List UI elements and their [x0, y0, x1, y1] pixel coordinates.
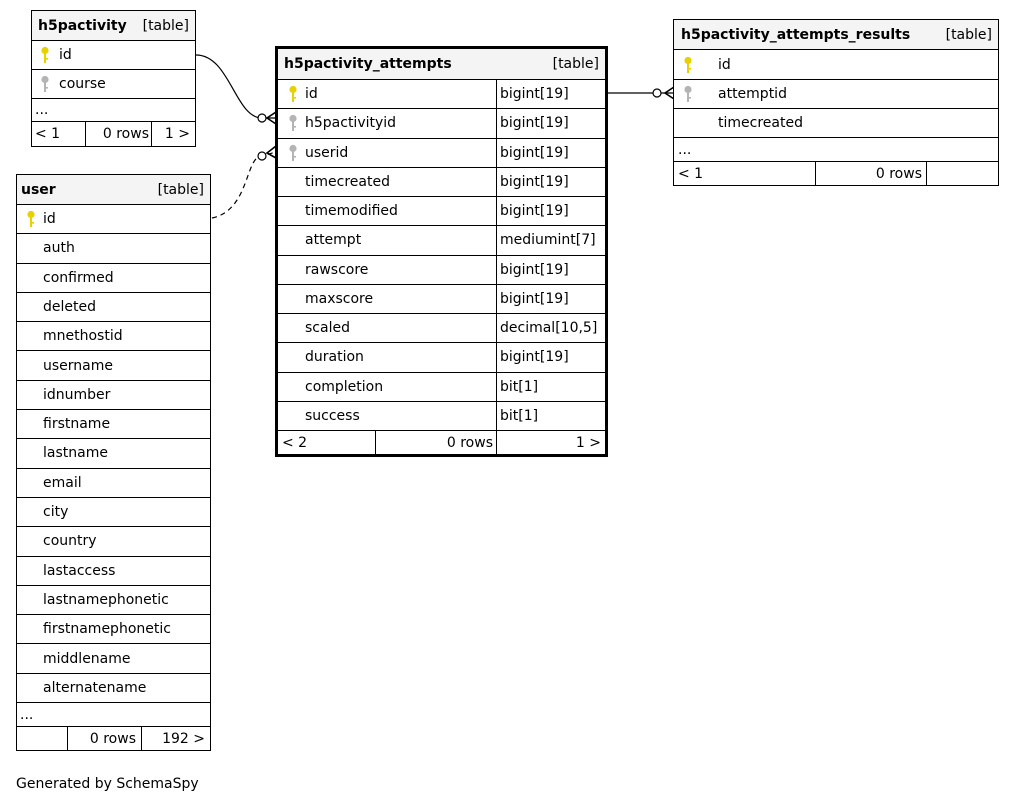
column-row-lastname[interactable] — [17, 438, 210, 467]
table-header — [32, 11, 195, 40]
children-link[interactable]: 192 > — [162, 730, 205, 747]
foreign-key-icon — [288, 114, 298, 132]
link-user-attempts — [212, 152, 276, 218]
column-divider — [496, 80, 497, 108]
parents-link[interactable]: < 2 — [282, 434, 308, 451]
table-h5pactivity-attempts-results[interactable] — [673, 19, 999, 186]
column-type: bigint[19] — [500, 144, 569, 161]
foreign-key-icon — [683, 85, 693, 103]
column-divider — [496, 373, 497, 401]
more-columns-ellipsis: ... — [35, 102, 49, 118]
table-header — [17, 175, 210, 204]
column-row-country[interactable] — [17, 526, 210, 555]
table-header — [674, 20, 998, 49]
column-type: bigint[19] — [500, 203, 569, 220]
column-row-confirmed[interactable] — [17, 263, 210, 292]
row-count: 0 rows — [102, 126, 149, 142]
row-count: 0 rows — [875, 165, 922, 182]
footer-divider — [496, 431, 497, 454]
column-type: bigint[19] — [500, 349, 569, 366]
column-row-username[interactable] — [17, 350, 210, 379]
column-row-success[interactable] — [278, 401, 605, 430]
table-footer — [278, 430, 605, 454]
column-type: bit[1] — [500, 378, 539, 395]
column-divider — [496, 197, 497, 225]
column-type: bigint[19] — [500, 290, 569, 307]
column-divider — [496, 343, 497, 371]
column-row-h5pactivityid[interactable] — [278, 108, 605, 137]
column-name: firstnamephonetic — [43, 621, 171, 638]
column-name: country — [43, 533, 97, 550]
column-name: id — [43, 211, 56, 228]
footer-divider — [375, 431, 376, 454]
column-type: bigint[19] — [500, 115, 569, 132]
column-name: timecreated — [718, 115, 803, 131]
children-link[interactable]: 1 > — [164, 126, 190, 142]
column-row-id[interactable] — [278, 79, 605, 108]
table-footer — [32, 121, 195, 146]
more-columns-ellipsis: ... — [20, 706, 34, 723]
column-name: completion — [305, 378, 384, 395]
children-link[interactable]: 1 > — [575, 434, 601, 451]
column-name: lastname — [43, 445, 108, 462]
footer-divider — [815, 162, 816, 185]
column-type: decimal[10,5] — [500, 320, 598, 337]
foreign-key-icon — [40, 75, 50, 93]
column-row-lastaccess[interactable] — [17, 556, 210, 585]
column-row-lastnamephonetic[interactable] — [17, 585, 210, 614]
column-name: scaled — [305, 320, 350, 337]
column-row-auth[interactable] — [17, 233, 210, 262]
column-name: userid — [305, 144, 349, 161]
column-row-email[interactable] — [17, 468, 210, 497]
column-name: id — [305, 86, 318, 103]
column-name: attemptid — [718, 86, 787, 102]
column-name: middlename — [43, 650, 131, 667]
column-row-attemptid[interactable] — [674, 79, 998, 108]
table-kind: [table] — [552, 56, 599, 72]
column-name: timemodified — [305, 203, 398, 220]
primary-key-icon — [288, 85, 298, 103]
column-name: id — [718, 56, 731, 73]
table-h5pactivity[interactable] — [31, 10, 196, 147]
column-row-id[interactable] — [17, 204, 210, 233]
column-row-deleted[interactable] — [17, 292, 210, 321]
link-h5pactivity-attempts — [196, 55, 276, 118]
column-name: email — [43, 474, 82, 491]
footer-divider — [85, 122, 86, 146]
table-name: user — [21, 181, 56, 198]
column-divider — [496, 139, 497, 167]
column-row-userid[interactable] — [278, 138, 605, 167]
link-optional-marker — [258, 152, 266, 160]
column-name: confirmed — [43, 269, 114, 286]
column-row-rawscore[interactable] — [278, 255, 605, 284]
table-name: h5pactivity — [38, 17, 127, 34]
column-name: city — [43, 504, 69, 521]
column-row-completion[interactable] — [278, 372, 605, 401]
column-row-alternatename[interactable] — [17, 673, 210, 702]
footer-divider — [67, 727, 68, 750]
column-type: bit[1] — [500, 407, 539, 424]
column-divider — [496, 226, 497, 254]
table-footer — [17, 726, 210, 750]
column-divider — [496, 285, 497, 313]
column-row-maxscore[interactable] — [278, 284, 605, 313]
column-name: id — [59, 47, 72, 63]
primary-key-icon — [26, 210, 36, 228]
column-row-timecreated[interactable] — [278, 167, 605, 196]
column-row-duration[interactable] — [278, 342, 605, 371]
primary-key-icon — [683, 56, 693, 74]
row-count: 0 rows — [446, 434, 493, 451]
table-name: h5pactivity_attempts — [284, 56, 452, 72]
column-name: rawscore — [305, 261, 369, 278]
table-footer — [674, 161, 998, 185]
column-row-timemodified[interactable] — [278, 196, 605, 225]
footer-divider — [926, 162, 927, 185]
column-row-attempt[interactable] — [278, 225, 605, 254]
column-name: attempt — [305, 232, 362, 249]
column-name: deleted — [43, 299, 96, 316]
table-header — [278, 49, 605, 79]
column-row-city[interactable] — [17, 497, 210, 526]
foreign-key-icon — [288, 144, 298, 162]
footer-divider — [151, 122, 152, 146]
column-row-idnumber[interactable] — [17, 380, 210, 409]
link-optional-marker — [653, 89, 661, 97]
column-row-timecreated[interactable] — [674, 108, 998, 137]
column-name: maxscore — [305, 290, 374, 307]
column-row-scaled[interactable] — [278, 313, 605, 342]
column-name: alternatename — [43, 679, 147, 696]
footer-divider — [141, 727, 142, 750]
column-name: lastaccess — [43, 562, 116, 579]
column-name: lastnamephonetic — [43, 591, 169, 608]
more-columns-ellipsis: ... — [678, 141, 692, 158]
column-name: timecreated — [305, 173, 390, 190]
column-type: bigint[19] — [500, 261, 569, 278]
column-row-course[interactable] — [32, 69, 195, 98]
column-divider — [496, 314, 497, 342]
parents-link[interactable]: < 1 — [35, 126, 61, 142]
column-row-id[interactable] — [674, 49, 998, 79]
column-name: firstname — [43, 416, 111, 433]
link-optional-marker — [258, 114, 266, 122]
table-kind: [table] — [945, 26, 992, 43]
column-name: username — [43, 357, 113, 374]
column-row-id[interactable] — [32, 40, 195, 69]
more-columns-row[interactable] — [674, 137, 998, 161]
more-columns-row[interactable] — [17, 702, 210, 726]
column-name: mnethostid — [43, 328, 123, 345]
column-name: h5pactivityid — [305, 115, 397, 132]
parents-link[interactable]: < 1 — [678, 165, 704, 182]
column-name: success — [305, 407, 360, 424]
column-type: mediumint[7] — [500, 232, 596, 249]
row-count: 0 rows — [89, 730, 136, 747]
table-user[interactable] — [16, 174, 211, 751]
column-row-firstnamephonetic[interactable] — [17, 614, 210, 643]
generated-by-label: Generated by SchemaSpy — [16, 776, 199, 792]
table-h5pactivity-attempts[interactable] — [275, 46, 608, 457]
column-name: duration — [305, 349, 364, 366]
column-divider — [496, 402, 497, 430]
column-row-middlename[interactable] — [17, 643, 210, 672]
column-type: bigint[19] — [500, 173, 569, 190]
column-row-mnethostid[interactable] — [17, 321, 210, 350]
column-row-firstname[interactable] — [17, 409, 210, 438]
table-name: h5pactivity_attempts_results — [681, 26, 911, 43]
column-type: bigint[19] — [500, 86, 569, 103]
column-divider — [496, 109, 497, 137]
column-divider — [496, 256, 497, 284]
column-divider — [496, 168, 497, 196]
primary-key-icon — [40, 46, 50, 64]
column-name: auth — [43, 240, 75, 257]
column-name: course — [59, 76, 106, 92]
table-kind: [table] — [142, 17, 189, 34]
more-columns-row[interactable] — [32, 98, 195, 121]
column-name: idnumber — [43, 386, 111, 403]
table-kind: [table] — [157, 181, 204, 198]
